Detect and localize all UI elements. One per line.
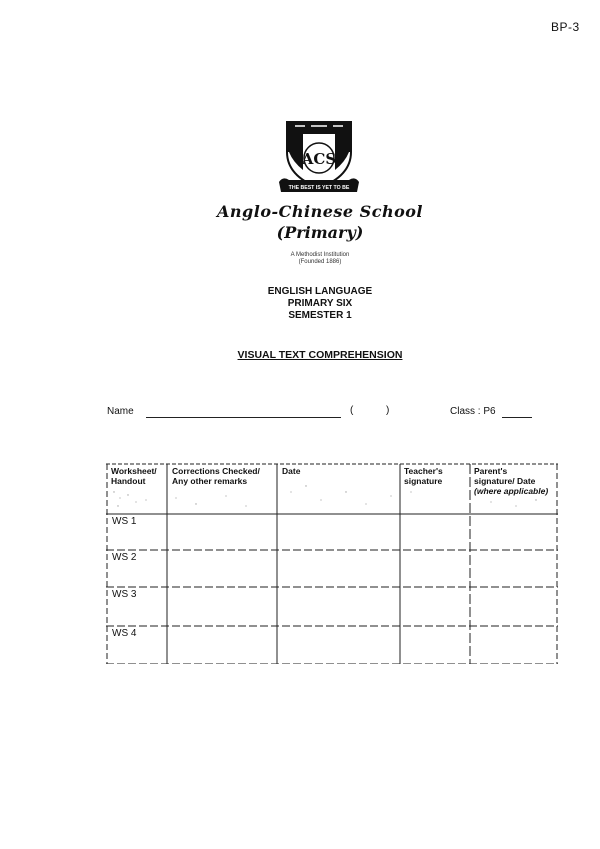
header-corrections: Corrections Checked/ — [172, 466, 260, 476]
header-parent: Parent's — [474, 466, 508, 476]
header-worksheet: Worksheet/ — [111, 466, 157, 476]
page-code: BP-3 — [551, 20, 580, 34]
row-label-ws4: WS 4 — [112, 628, 137, 639]
methodist-line: A Methodist Institution — [290, 252, 350, 258]
school-subtitle: (Primary) — [276, 223, 364, 242]
row-label-ws3: WS 3 — [112, 589, 137, 600]
index-paren-close: ) — [386, 405, 390, 416]
header-parent-signature: signature/ Date — [474, 476, 536, 486]
semester-heading: SEMESTER 1 — [288, 310, 352, 321]
name-field[interactable] — [146, 417, 341, 418]
svg-text:ACS: ACS — [301, 150, 337, 168]
header-teacher: Teacher's — [404, 466, 443, 476]
subject-heading: ENGLISH LANGUAGE — [267, 286, 373, 297]
class-label: Class : P6 — [450, 406, 496, 417]
row-label-ws1: WS 1 — [112, 516, 137, 527]
header-handout: Handout — [111, 476, 146, 486]
index-paren-open: ( — [350, 405, 354, 416]
header-remarks: Any other remarks — [172, 476, 248, 486]
row-label-ws2: WS 2 — [112, 552, 137, 563]
founded-line: (Founded 1886) — [298, 259, 342, 265]
header-where-applicable: (where applicable) — [474, 486, 549, 496]
record-table — [106, 462, 558, 664]
header-teacher-signature: signature — [404, 476, 443, 486]
level-heading: PRIMARY SIX — [287, 298, 353, 309]
svg-text:THE BEST IS YET TO BE: THE BEST IS YET TO BE — [288, 185, 350, 191]
header-date: Date — [282, 466, 301, 476]
school-crest-logo — [277, 118, 361, 198]
class-field[interactable] — [502, 417, 532, 418]
paper-title: VISUAL TEXT COMPREHENSION — [237, 349, 403, 361]
school-name: Anglo-Chinese School — [217, 202, 423, 221]
name-label: Name — [107, 406, 134, 417]
